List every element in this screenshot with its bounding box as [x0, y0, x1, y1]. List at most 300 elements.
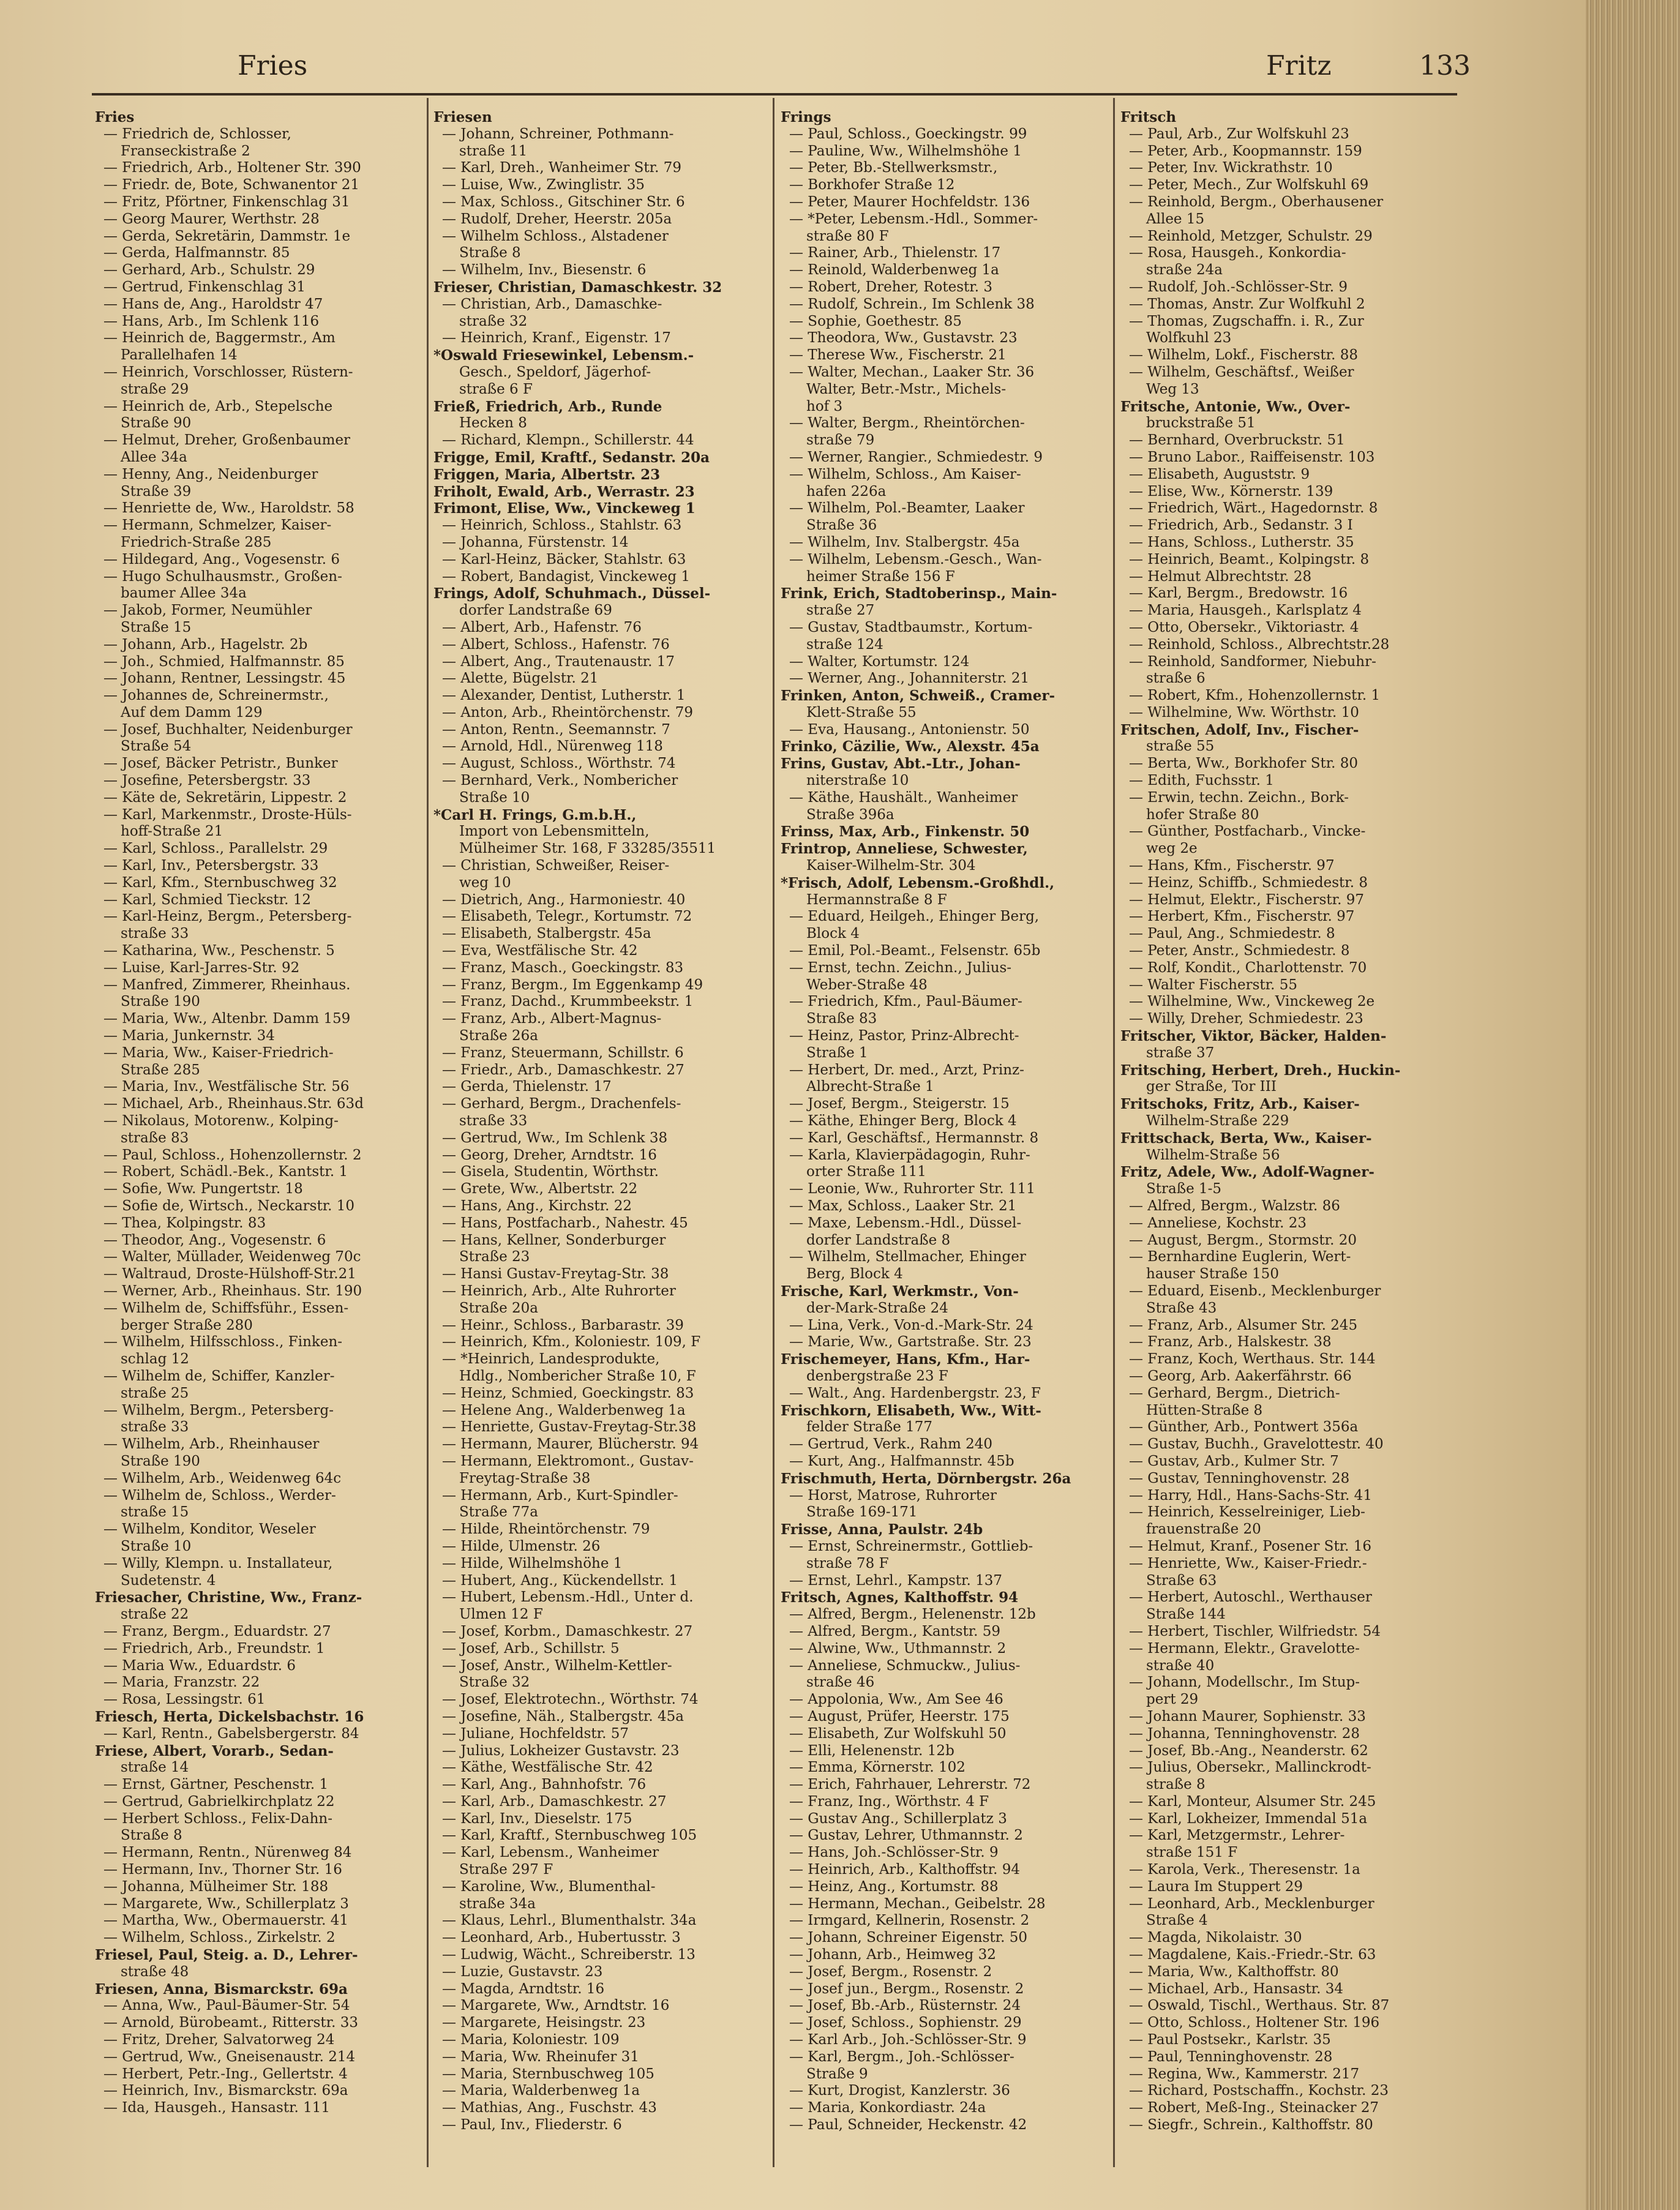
entry-line: — Theodor, Ang., Vogesenstr. 6 — [103, 1232, 326, 1248]
entry-line: — Werner, Ang., Johanniterstr. 21 — [789, 670, 1030, 687]
entry-line: — Friedrich, Arb., Freundstr. 1 — [103, 1640, 325, 1657]
entry-line: — Robert, Meß-Ing., Steinacker 27 — [1129, 2100, 1379, 2116]
entry-continuation: Walter, Betr.-Mstr., Michels- — [806, 381, 1007, 397]
entry-line: — Paul, Schneider, Heckenstr. 42 — [789, 2117, 1027, 2133]
entry-line: — Gisela, Studentin, Wörthstr. — [442, 1164, 659, 1180]
entry-line: — Hermann, Schmelzer, Kaiser- — [103, 517, 332, 534]
entry-line: — Paul, Tenninghovenstr. 28 — [1129, 2048, 1333, 2065]
column-divider — [773, 98, 774, 2167]
entry-line: — Hans, Kellner, Sonderburger — [442, 1232, 666, 1248]
entry-continuation: Straße 285 — [121, 1062, 200, 1078]
entry-line: — Friedrich, Wärt., Hagedornstr. 8 — [1129, 500, 1378, 517]
entry-line: — Franz, Arb., Albert-Magnus- — [442, 1011, 662, 1027]
entry-line: — Walter, Bergm., Rheintörchen- — [789, 415, 1025, 432]
entry-line: — Wilhelm, Pol.-Beamter, Laaker — [789, 500, 1025, 517]
entry-line: — Gertrud, Verk., Rahm 240 — [789, 1436, 993, 1453]
entry-line: — *Heinrich, Landesprodukte, — [442, 1351, 660, 1368]
surname-entry: Frings — [781, 109, 831, 125]
entry-line: — Heinrich, Kesselreiniger, Lieb- — [1129, 1504, 1365, 1521]
entry-continuation: hauser Straße 150 — [1146, 1266, 1279, 1283]
entry-continuation: hafen 226a — [806, 483, 887, 500]
entry-line: — Sophie, Goethestr. 85 — [789, 313, 962, 329]
entry-line: — Alexander, Dentist, Lutherstr. 1 — [442, 687, 686, 704]
entry-line: — Heinrich, Kranf., Eigenstr. 17 — [442, 330, 671, 346]
entry-line: — Wilhelm, Lokf., Fischerstr. 88 — [1129, 347, 1358, 364]
entry-continuation: Straße 54 — [121, 738, 192, 755]
entry-line: — Helene Ang., Walderbenweg 1a — [442, 1402, 686, 1418]
entry-line: — Herbert, Tischler, Wilfriedstr. 54 — [1129, 1623, 1381, 1639]
entry-line: — Karl, Inv., Dieselstr. 175 — [442, 1810, 632, 1827]
entry-line: — Anton, Rentn., Seemannstr. 7 — [442, 721, 670, 738]
entry-line: — Karoline, Ww., Blumenthal- — [442, 1878, 656, 1895]
surname-entry: *Frisch, Adolf, Lebensm.-Großhdl., — [781, 874, 1055, 891]
entry-line: — Reinhold, Bergm., Oberhausener — [1129, 193, 1384, 210]
surname-entry: Fritschen, Adolf, Inv., Fischer- — [1120, 721, 1359, 738]
entry-line: — Georg, Arb. Aakerfährstr. 66 — [1129, 1368, 1352, 1384]
entry-continuation: weg 10 — [459, 874, 511, 891]
entry-line: — Werner, Rangier., Schmiedestr. 9 — [789, 449, 1043, 465]
entry-line: — Rudolf, Joh.-Schlösser-Str. 9 — [1129, 279, 1348, 295]
surname-entry: Frings, Adolf, Schuhmach., Düssel- — [433, 585, 711, 602]
entry-continuation: straße 55 — [1146, 738, 1215, 755]
page-edge — [1586, 0, 1680, 2210]
entry-line: — Wilhelm, Konditor, Weseler — [103, 1521, 316, 1538]
entry-line: — Fritz, Pförtner, Finkenschlag 31 — [103, 193, 350, 210]
entry-line: — Alfred, Bergm., Walzstr. 86 — [1129, 1198, 1340, 1214]
entry-continuation: Mülheimer Str. 168, F 33285/35511 — [459, 841, 716, 857]
entry-continuation: Auf dem Damm 129 — [121, 704, 263, 721]
entry-line: — Heinz, Pastor, Prinz-Albrecht- — [789, 1028, 1019, 1044]
entry-continuation: Straße 1 — [806, 1044, 868, 1061]
entry-line: — Appolonia, Ww., Am See 46 — [789, 1691, 1003, 1708]
entry-line: — Hildegard, Ang., Vogesenstr. 6 — [103, 551, 340, 567]
entry-line: — Josef, Arb., Schillstr. 5 — [442, 1640, 620, 1657]
surname-entry: Friesel, Paul, Steig. a. D., Lehrer- — [95, 1947, 358, 1964]
surname-entry: Frische, Karl, Werkmstr., Von- — [781, 1283, 1019, 1300]
entry-line: — Käthe, Westfälische Str. 42 — [442, 1759, 653, 1776]
entry-continuation: straße 124 — [806, 636, 883, 653]
surname-entry: Friesacher, Christine, Ww., Franz- — [95, 1589, 362, 1606]
surname-entry: *Oswald Friesewinkel, Lebensm.- — [433, 347, 694, 364]
surname-entry: Frintrop, Anneliese, Schwester, — [781, 841, 1028, 858]
entry-continuation: Straße 190 — [121, 994, 200, 1010]
entry-line: — Maria, Franzstr. 22 — [103, 1674, 260, 1691]
entry-line: — Karl, Kfm., Sternbuschweg 32 — [103, 874, 337, 891]
entry-line: — Rudolf, Dreher, Heerstr. 205a — [442, 211, 672, 227]
entry-line: — Fritz, Dreher, Salvatorweg 24 — [103, 2032, 335, 2048]
entry-line: — Anneliese, Kochstr. 23 — [1129, 1215, 1307, 1231]
entry-line: — Bruno Labor., Raiffeisenstr. 103 — [1129, 449, 1375, 465]
entry-line: — Friedrich, Arb., Holtener Str. 390 — [103, 160, 361, 176]
entry-line: — Heinrich, Beamt., Kolpingstr. 8 — [1129, 551, 1370, 567]
entry-line: — Gerhard, Bergm., Drachenfels- — [442, 1096, 681, 1112]
entry-line: — Helmut, Elektr., Fischerstr. 97 — [1129, 891, 1364, 908]
entry-continuation: straße 33 — [459, 1113, 528, 1129]
entry-line: — Franz, Bergm., Im Eggenkamp 49 — [442, 976, 703, 993]
entry-line: — Elisabeth, Telegr., Kortumstr. 72 — [442, 908, 692, 925]
entry-continuation: dorfer Landstraße 69 — [459, 602, 612, 619]
entry-line: — Albert, Schloss., Hafenstr. 76 — [442, 636, 670, 653]
entry-line: — Rudolf, Schrein., Im Schlenk 38 — [789, 296, 1035, 312]
entry-line: — Karola, Verk., Theresenstr. 1a — [1129, 1862, 1360, 1878]
entry-line: — Kurt, Ang., Halfmannstr. 45b — [789, 1453, 1014, 1469]
entry-continuation: straße 11 — [459, 143, 528, 159]
entry-continuation: straße 79 — [806, 432, 875, 449]
entry-line: — Anna, Ww., Paul-Bäumer-Str. 54 — [103, 1998, 350, 2014]
entry-continuation: straße 29 — [121, 381, 189, 397]
entry-line: — *Peter, Lebensm.-Hdl., Sommer- — [789, 211, 1038, 227]
surname-entry: Friese, Albert, Vorarb., Sedan- — [95, 1742, 334, 1759]
entry-line: — Hermann, Inv., Thorner Str. 16 — [103, 1862, 342, 1878]
entry-continuation: Straße 9 — [806, 2066, 868, 2082]
entry-line: — Otto, Schloss., Holtener Str. 196 — [1129, 2015, 1380, 2031]
entry-continuation: straße 37 — [1146, 1044, 1215, 1061]
entry-continuation: Straße 36 — [806, 517, 877, 534]
entry-line: — Walt., Ang. Hardenbergstr. 23, F — [789, 1385, 1041, 1401]
entry-line: — Christian, Arb., Damaschke- — [442, 296, 662, 312]
surname-entry: Frittschack, Berta, Ww., Kaiser- — [1120, 1129, 1372, 1147]
entry-continuation: der-Mark-Straße 24 — [806, 1300, 948, 1316]
entry-line: — Bernhardine Euglerin, Wert- — [1129, 1249, 1351, 1265]
entry-line: — Heinrich de, Arb., Stepelsche — [103, 398, 333, 414]
entry-line: — Kurt, Drogist, Kanzlerstr. 36 — [789, 2083, 1010, 2099]
entry-line: — Johannes de, Schreinermstr., — [103, 687, 329, 704]
entry-line: — Elisabeth, Auguststr. 9 — [1129, 466, 1310, 482]
entry-continuation: orter Straße 111 — [806, 1164, 926, 1180]
entry-line: — Karl, Schloss., Parallelstr. 29 — [103, 841, 328, 857]
entry-line: — Peter, Bb.-Stellwerksmstr., — [789, 160, 998, 176]
entry-line: — Herbert, Dr. med., Arzt, Prinz- — [789, 1062, 1024, 1078]
entry-line: — Eva, Westfälische Str. 42 — [442, 943, 638, 959]
surname-entry: Friesen, Anna, Bismarckstr. 69a — [95, 1980, 348, 1998]
entry-line: — Karl, Rentn., Gabelsbergerstr. 84 — [103, 1725, 359, 1742]
entry-line: — Rainer, Arb., Thielenstr. 17 — [789, 245, 1001, 261]
entry-continuation: Hdlg., Nombericher Straße 10, F — [459, 1368, 696, 1384]
entry-continuation: Straße 169-171 — [806, 1504, 918, 1521]
entry-line: — Walter, Kortumstr. 124 — [789, 653, 970, 670]
entry-line: — Henriette, Ww., Kaiser-Friedr.- — [1129, 1555, 1367, 1571]
entry-line: — Rosa, Lessingstr. 61 — [103, 1691, 266, 1708]
entry-line: — Laura Im Stuppert 29 — [1129, 1878, 1303, 1895]
entry-line: — Günther, Postfacharb., Vincke- — [1129, 823, 1366, 840]
entry-line: — Otto, Obersekr., Viktoriastr. 4 — [1129, 619, 1359, 635]
entry-line: — Alette, Bügelstr. 21 — [442, 670, 599, 687]
surname-entry: Fritsching, Herbert, Dreh., Huckin- — [1120, 1062, 1401, 1079]
entry-line: — Robert, Kfm., Hohenzollernstr. 1 — [1129, 687, 1381, 704]
entry-line: — Hans, Kfm., Fischerstr. 97 — [1129, 858, 1335, 874]
entry-line: — Elisabeth, Stalbergstr. 45a — [442, 926, 651, 942]
entry-line: — Robert, Bandagist, Vinckeweg 1 — [442, 568, 691, 585]
entry-line: — Emil, Pol.-Beamt., Felsenstr. 65b — [789, 943, 1041, 959]
entry-line: — Karl, Metzgermstr., Lehrer- — [1129, 1827, 1345, 1844]
entry-continuation: Straße 396a — [806, 806, 894, 823]
entry-line: — Maria, Walderbenweg 1a — [442, 2083, 640, 2099]
directory-column-1 — [95, 109, 429, 2203]
entry-continuation: Straße 1-5 — [1146, 1181, 1222, 1197]
entry-line: — Käthe, Haushält., Wanheimer — [789, 789, 1018, 806]
entry-line: — Hilde, Wilhelmshöhe 1 — [442, 1555, 623, 1571]
entry-continuation: dorfer Landstraße 8 — [806, 1232, 951, 1248]
entry-continuation: Sudetenstr. 4 — [121, 1572, 216, 1589]
entry-line: — Eduard, Eisenb., Mecklenburger — [1129, 1283, 1381, 1299]
entry-line: — Reinhold, Schloss., Albrechtstr.28 — [1129, 636, 1390, 653]
entry-continuation: denbergstraße 23 F — [806, 1368, 948, 1384]
entry-line: — Irmgard, Kellnerin, Rosenstr. 2 — [789, 1912, 1030, 1929]
entry-continuation: Franseckistraße 2 — [121, 143, 250, 159]
surname-entry: Frisse, Anna, Paulstr. 24b — [781, 1521, 983, 1538]
entry-line: — Ernst, Schreinermstr., Gottlieb- — [789, 1538, 1033, 1554]
entry-continuation: Straße 20a — [459, 1300, 538, 1316]
entry-line: — Heinrich, Arb., Alte Ruhrorter — [442, 1283, 676, 1299]
entry-line: — Reinhold, Metzger, Schulstr. 29 — [1129, 228, 1373, 244]
entry-line: — Gerhard, Bergm., Dietrich- — [1129, 1385, 1340, 1401]
entry-continuation: Straße 77a — [459, 1504, 538, 1521]
entry-line: — Wilhelm, Lebensm.-Gesch., Wan- — [789, 551, 1042, 567]
entry-line: — Wilhelmine, Ww., Vinckeweg 2e — [1129, 994, 1375, 1010]
entry-line: — Karl, Ang., Bahnhofstr. 76 — [442, 1777, 647, 1793]
entry-line: — Gustav Ang., Schillerplatz 3 — [789, 1810, 1007, 1827]
entry-line: — Friedrich, Arb., Sedanstr. 3 I — [1129, 517, 1353, 534]
entry-line: — Luise, Karl-Jarres-Str. 92 — [103, 959, 300, 976]
entry-continuation: straße 40 — [1146, 1657, 1215, 1674]
directory-column-2 — [433, 109, 767, 2203]
entry-line: — Nikolaus, Motorenw., Kolping- — [103, 1113, 339, 1129]
entry-continuation: Straße 15 — [121, 619, 192, 635]
entry-line: — Wilhelm, Bergm., Petersberg- — [103, 1402, 334, 1418]
entry-line: — Juliane, Hochfeldstr. 57 — [442, 1725, 629, 1742]
entry-line: — Paul Postsekr., Karlstr. 35 — [1129, 2032, 1331, 2048]
entry-continuation: straße 22 — [121, 1606, 189, 1623]
entry-continuation: Straße 26a — [459, 1028, 538, 1044]
entry-line: — Heinz, Schmied, Goeckingstr. 83 — [442, 1385, 694, 1401]
entry-line: — Gertrud, Ww., Im Schlenk 38 — [442, 1129, 668, 1146]
entry-line: — Max, Schloss., Laaker Str. 21 — [789, 1198, 1017, 1214]
entry-line: — Maria Ww., Eduardstr. 6 — [103, 1657, 296, 1674]
entry-line: — Karl, Markenmstr., Droste-Hüls- — [103, 806, 352, 823]
entry-line: — Johanna, Tenninghovenstr. 28 — [1129, 1725, 1360, 1742]
entry-continuation: Hecken 8 — [459, 415, 527, 432]
entry-line: — Henriette, Gustav-Freytag-Str.38 — [442, 1419, 697, 1436]
entry-line: — Günther, Arb., Pontwert 356a — [1129, 1419, 1359, 1436]
entry-continuation: Straße 43 — [1146, 1300, 1217, 1316]
surname-entry: *Carl H. Frings, G.m.b.H., — [433, 806, 637, 823]
entry-continuation: pert 29 — [1146, 1691, 1199, 1708]
entry-line: — Edith, Fuchsstr. 1 — [1129, 773, 1274, 789]
entry-line: — Paul, Schloss., Hohenzollernstr. 2 — [103, 1147, 362, 1163]
entry-continuation: Wolfkuhl 23 — [1146, 330, 1232, 346]
entry-continuation: berger Straße 280 — [121, 1317, 253, 1333]
surname-entry: Fritschoks, Fritz, Arb., Kaiser- — [1120, 1096, 1360, 1113]
surname-entry: Friggen, Maria, Albertstr. 23 — [433, 466, 661, 483]
surname-entry: Frischmuth, Herta, Dörnbergstr. 26a — [781, 1470, 1071, 1487]
surname-entry: Frigge, Emil, Kraftf., Sedanstr. 20a — [433, 449, 710, 466]
surname-entry: Friesen — [433, 109, 492, 125]
entry-line: — Johann, Arb., Heimweg 32 — [789, 1947, 996, 1963]
entry-line: — Johann, Schreiner Eigenstr. 50 — [789, 1930, 1027, 1946]
entry-line: — Friedr., Arb., Damaschkestr. 27 — [442, 1062, 684, 1078]
entry-line: — Maxe, Lebensm.-Hdl., Düssel- — [789, 1215, 1022, 1231]
entry-line: — Leonhard, Arb., Hubertusstr. 3 — [442, 1930, 681, 1946]
entry-line: — Mathias, Ang., Fuschstr. 43 — [442, 2100, 657, 2116]
entry-line: — Erich, Fahrhauer, Lehrerstr. 72 — [789, 1777, 1031, 1793]
surname-entry: Friesch, Herta, Dickelsbachstr. 16 — [95, 1708, 364, 1725]
entry-line: — Josefine, Petersbergstr. 33 — [103, 773, 311, 789]
entry-line: — Werner, Arb., Rheinhaus. Str. 190 — [103, 1283, 362, 1299]
entry-line: — Regina, Ww., Kammerstr. 217 — [1129, 2066, 1360, 2082]
entry-continuation: Weg 13 — [1146, 381, 1199, 397]
entry-line: — Maria, Hausgeh., Karlsplatz 4 — [1129, 602, 1362, 619]
entry-line: — Karl, Bergm., Bredowstr. 16 — [1129, 585, 1348, 602]
running-head-left: Fries — [238, 50, 308, 81]
entry-line: — Martha, Ww., Obermauerstr. 41 — [103, 1912, 349, 1929]
entry-continuation: straße 32 — [459, 313, 528, 329]
entry-line: — Gerda, Thielenstr. 17 — [442, 1079, 612, 1095]
entry-continuation: Hütten-Straße 8 — [1146, 1402, 1263, 1418]
entry-line: — Franz, Arb., Halskestr. 38 — [1129, 1334, 1332, 1350]
entry-line: — Richard, Klempn., Schillerstr. 44 — [442, 432, 694, 449]
entry-line: — Wilhelm de, Schiffer, Kanzler- — [103, 1368, 335, 1384]
entry-line: — Sofie de, Wirtsch., Neckarstr. 10 — [103, 1198, 355, 1214]
entry-line: — Reinold, Walderbenweg 1a — [789, 262, 999, 279]
entry-line: — Wilhelm de, Schiffsführ., Essen- — [103, 1300, 349, 1316]
entry-line: — Ludwig, Wächt., Schreiberstr. 13 — [442, 1947, 696, 1963]
entry-line: — Wilhelm de, Schloss., Werder- — [103, 1487, 336, 1504]
entry-continuation: straße 6 — [1146, 670, 1206, 687]
entry-line: — Anton, Arb., Rheintörchenstr. 79 — [442, 704, 694, 721]
entry-line: — Alfred, Bergm., Helenenstr. 12b — [789, 1606, 1036, 1623]
entry-line: — Wilhelmine, Ww. Wörthstr. 10 — [1129, 704, 1359, 721]
page-number: 133 — [1419, 50, 1471, 81]
entry-continuation: schlag 12 — [121, 1351, 189, 1368]
entry-continuation: straße 14 — [121, 1759, 189, 1776]
entry-line: — Horst, Matrose, Ruhrorter — [789, 1487, 997, 1504]
entry-line: — Gerhard, Arb., Schulstr. 29 — [103, 262, 315, 279]
entry-continuation: straße 83 — [121, 1129, 189, 1146]
entry-line: — Wilhelm, Schloss., Zirkelstr. 2 — [103, 1930, 336, 1946]
entry-line: — Bernhard, Verk., Nombericher — [442, 773, 678, 789]
entry-line: — Josef, Bb.-Arb., Rüsternstr. 24 — [789, 1998, 1021, 2014]
entry-line: — Franz, Steuermann, Schillstr. 6 — [442, 1044, 684, 1061]
entry-line: — Margarete, Ww., Arndtstr. 16 — [442, 1998, 670, 2014]
entry-line: — Hermann, Elektromont., Gustav- — [442, 1453, 694, 1469]
surname-entry: Frinko, Cäzilie, Ww., Alexstr. 45a — [781, 738, 1040, 755]
entry-line: — Ernst, Lehrl., Kampstr. 137 — [789, 1572, 1003, 1589]
entry-line: — Luise, Ww., Zwinglistr. 35 — [442, 177, 645, 193]
running-head — [0, 50, 1586, 93]
entry-line: — Karl, Schmied Tieckstr. 12 — [103, 891, 311, 908]
entry-continuation: straße 46 — [806, 1674, 875, 1691]
entry-line: — Thea, Kolpingstr. 83 — [103, 1215, 266, 1231]
entry-continuation: Friedrich-Straße 285 — [121, 534, 272, 550]
entry-line: — Karl-Heinz, Bergm., Petersberg- — [103, 908, 352, 925]
entry-line: — Eva, Hausang., Antonienstr. 50 — [789, 721, 1030, 738]
entry-line: — Wilhelm, Arb., Weidenweg 64c — [103, 1470, 342, 1486]
entry-line: — Karl, Lebensm., Wanheimer — [442, 1845, 659, 1861]
entry-line: — Friedrich de, Schlosser, — [103, 125, 291, 142]
entry-line: — Wilhelm, Inv. Stalbergstr. 45a — [789, 534, 1020, 550]
entry-continuation: straße 8 — [1146, 1777, 1206, 1793]
entry-continuation: Gesch., Speldorf, Jägerhof- — [459, 364, 651, 380]
entry-line: — Harry, Hdl., Hans-Sachs-Str. 41 — [1129, 1487, 1372, 1504]
entry-line: — Ernst, Gärtner, Peschenstr. 1 — [103, 1777, 329, 1793]
entry-line: — Franz, Bergm., Eduardstr. 27 — [103, 1623, 331, 1639]
entry-line: — Oswald, Tischl., Werthaus. Str. 87 — [1129, 1998, 1390, 2014]
entry-line: — Gustav, Stadtbaumstr., Kortum- — [789, 619, 1033, 635]
entry-line: — Peter, Arb., Koopmannstr. 159 — [1129, 143, 1362, 159]
entry-continuation: Straße 83 — [806, 1011, 877, 1027]
entry-line: — August, Prüfer, Heerstr. 175 — [789, 1708, 1010, 1725]
running-head-right: Fritz — [1266, 50, 1332, 81]
entry-line: — Wilhelm, Arb., Rheinhauser — [103, 1436, 320, 1453]
entry-line: — Gustav, Lehrer, Uthmannstr. 2 — [789, 1827, 1023, 1844]
entry-line: — Helmut, Kranf., Posener Str. 16 — [1129, 1538, 1372, 1554]
entry-line: — Arnold, Bürobeamt., Ritterstr. 33 — [103, 2015, 359, 2031]
entry-line: — Hans, Postfacharb., Nahestr. 45 — [442, 1215, 688, 1231]
entry-line: — Klaus, Lehrl., Blumenthalstr. 34a — [442, 1912, 697, 1929]
entry-continuation: straße 27 — [806, 602, 875, 619]
entry-line: — Wilhelm, Inv., Biesenstr. 6 — [442, 262, 647, 279]
entry-line: — Käthe, Ehinger Berg, Block 4 — [789, 1113, 1017, 1129]
entry-line: — Margarete, Heisingstr. 23 — [442, 2015, 646, 2031]
surname-entry: Friholt, Ewald, Arb., Werrastr. 23 — [433, 483, 695, 500]
entry-line: — Heinrich, Kfm., Koloniestr. 109, F — [442, 1334, 701, 1350]
entry-line: — Hans, Joh.-Schlösser-Str. 9 — [789, 1845, 999, 1861]
entry-continuation: Albrecht-Straße 1 — [806, 1079, 934, 1095]
entry-continuation: straße 24a — [1146, 262, 1223, 279]
entry-line: — Arnold, Hdl., Nürenweg 118 — [442, 738, 663, 755]
entry-line: — Maria, Ww., Kalthoffstr. 80 — [1129, 1963, 1339, 1980]
entry-line: — Willy, Dreher, Schmiedestr. 23 — [1129, 1011, 1363, 1027]
entry-line: — Heinrich, Inv., Bismarckstr. 69a — [103, 2083, 348, 2099]
entry-continuation: Hermannstraße 8 F — [806, 891, 947, 908]
entry-line: — Berta, Ww., Borkhofer Str. 80 — [1129, 755, 1359, 772]
entry-continuation: frauenstraße 20 — [1146, 1521, 1261, 1538]
entry-continuation: Kaiser-Wilhelm-Str. 304 — [806, 858, 976, 874]
entry-line: — Gustav, Arb., Kulmer Str. 7 — [1129, 1453, 1339, 1469]
entry-line: — Karl, Bergm., Joh.-Schlösser- — [789, 2048, 1014, 2065]
entry-line: — Herbert, Petr.-Ing., Gellertstr. 4 — [103, 2066, 348, 2082]
surname-entry: Fritsch — [1120, 109, 1177, 125]
entry-line: — Karl, Lokheizer, Immendal 51a — [1129, 1810, 1368, 1827]
entry-line: — Herbert, Kfm., Fischerstr. 97 — [1129, 908, 1355, 925]
entry-continuation: straße 80 F — [806, 228, 889, 244]
entry-line: — Friedrich, Kfm., Paul-Bäumer- — [789, 994, 1022, 1010]
entry-continuation: straße 48 — [121, 1963, 189, 1980]
entry-line: — Jakob, Former, Neumühler — [103, 602, 312, 619]
entry-line: — Albert, Arb., Hafenstr. 76 — [442, 619, 642, 635]
entry-line: — Josef, Bäcker Petristr., Bunker — [103, 755, 338, 772]
entry-line: — Gertrud, Gabrielkirchplatz 22 — [103, 1793, 335, 1810]
entry-line: — Johann, Arb., Hagelstr. 2b — [103, 636, 308, 653]
entry-line: — Maria, Ww. Rheinufer 31 — [442, 2048, 639, 2065]
entry-line: — Walter, Müllader, Weidenweg 70c — [103, 1249, 361, 1265]
entry-line: — Helmut, Dreher, Großenbaumer — [103, 432, 351, 449]
entry-continuation: hoff-Straße 21 — [121, 823, 223, 840]
entry-line: — Luzie, Gustavstr. 23 — [442, 1963, 603, 1980]
entry-line: — Maria, Junkernstr. 34 — [103, 1028, 275, 1044]
entry-line: — Herbert Schloss., Felix-Dahn- — [103, 1810, 332, 1827]
entry-line: — Josef, Bergm., Rosenstr. 2 — [789, 1963, 992, 1980]
entry-continuation: Straße 4 — [1146, 1912, 1208, 1929]
entry-line: — Hermann, Elektr., Gravelotte- — [1129, 1640, 1360, 1657]
entry-line: — Magda, Arndtstr. 16 — [442, 1980, 605, 1997]
entry-line: — Hans, Schloss., Lutherstr. 35 — [1129, 534, 1354, 550]
entry-continuation: Straße 8 — [459, 245, 521, 261]
entry-line: — Manfred, Zimmerer, Rheinhaus. — [103, 976, 351, 993]
entry-continuation: straße 6 F — [459, 381, 533, 397]
entry-line: — Hermann, Arb., Kurt-Spindler- — [442, 1487, 678, 1504]
entry-line: — Waltraud, Droste-Hülshoff-Str.21 — [103, 1266, 356, 1283]
